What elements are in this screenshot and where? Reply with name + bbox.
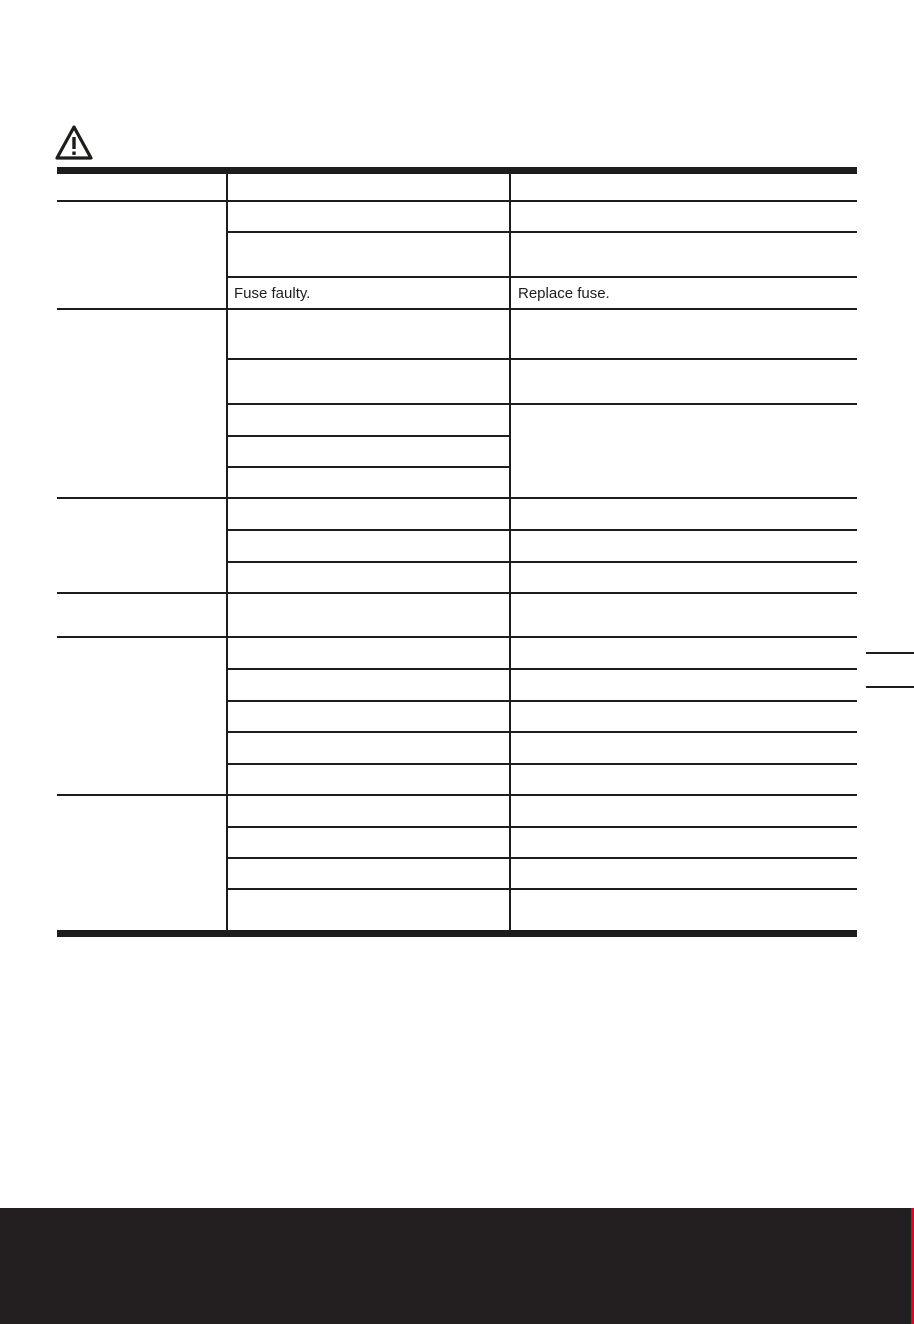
remedy-cell: Replace fuse. [518,285,610,302]
row-divider [228,435,509,437]
row-divider [228,826,857,828]
column-divider [509,174,511,930]
row-divider [228,763,857,765]
group-divider [57,794,857,796]
cause-cell: Fuse faulty. [234,285,311,302]
row-divider [228,358,857,360]
row-divider [228,529,857,531]
side-tab-mark [866,652,914,654]
row-divider [228,466,509,468]
footer-band [0,1208,914,1324]
group-divider [57,592,857,594]
row-divider [228,888,857,890]
table-bottom-rule [57,930,857,937]
row-divider [228,276,857,278]
row-divider [228,857,857,859]
warning-triangle-icon [54,124,94,162]
group-divider [57,200,857,202]
group-divider [57,497,857,499]
group-divider [57,636,857,638]
table-top-rule [57,167,857,174]
group-divider [57,308,857,310]
row-divider [228,561,857,563]
side-tab-mark [866,686,914,688]
row-divider [228,403,857,405]
row-divider [228,700,857,702]
row-divider [228,731,857,733]
row-divider [228,231,857,233]
row-divider [228,668,857,670]
column-divider [226,174,228,930]
